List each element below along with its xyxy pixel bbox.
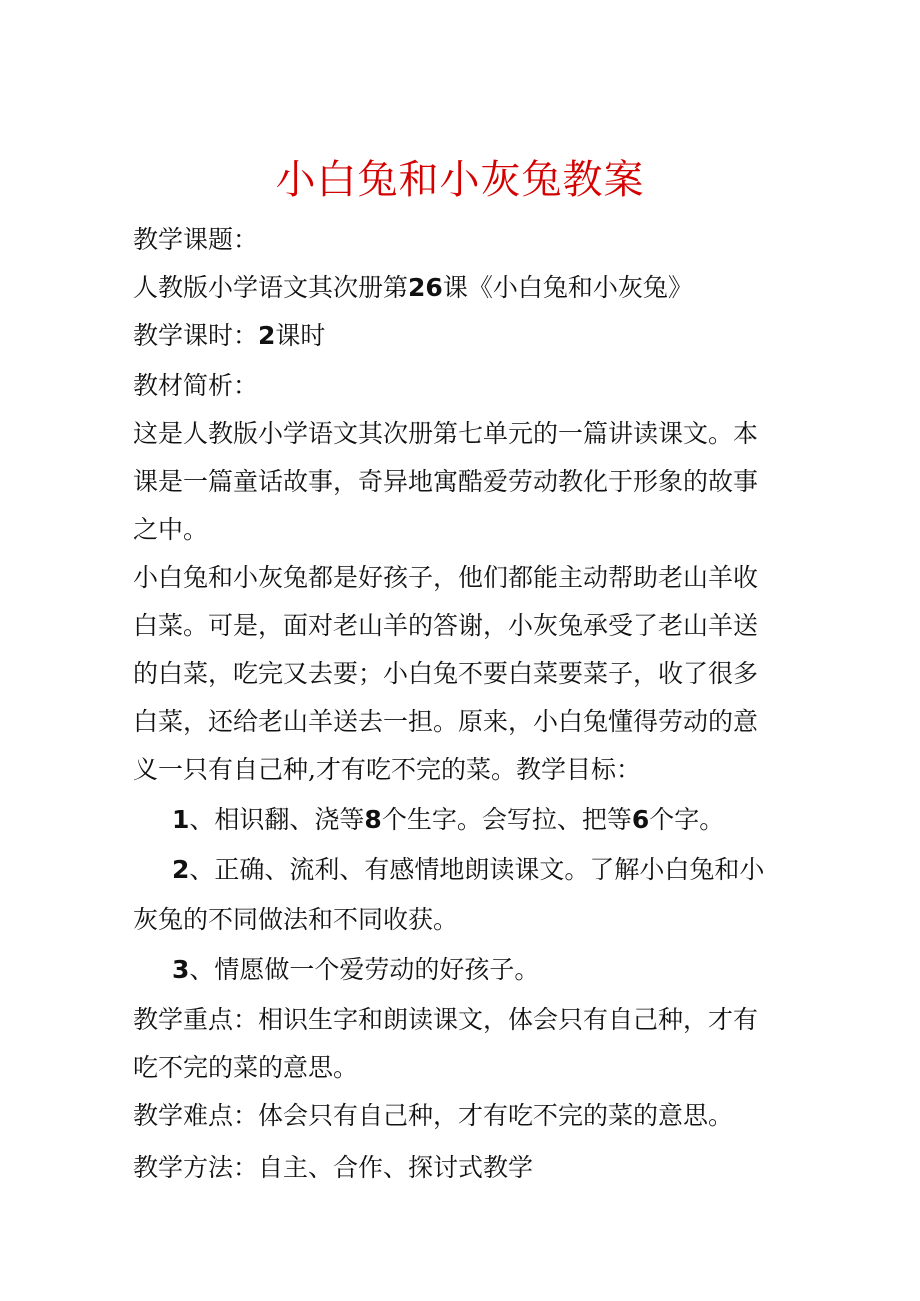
analysis-line: 这是人教版小学语文其次册第七单元的一篇讲读课文。本: [133, 419, 759, 448]
document-title: 小白兔和小灰兔教案: [275, 157, 645, 203]
story-line: 的白菜，吃完又去要；小白兔不要白菜要菜子，收了很多: [133, 659, 759, 688]
goal-item: 1、相识翻、浇等8个生字。会写拉、把等6个字。: [172, 805, 725, 834]
section-label-topic: 教学课题：: [133, 225, 259, 254]
story-line: 义一只有自己种,才有吃不完的菜。教学目标：: [133, 755, 641, 784]
section-label-analysis: 教材简析：: [133, 371, 259, 400]
story-line: 小白兔和小灰兔都是好孩子，他们都能主动帮助老山羊收: [133, 563, 759, 592]
goal-item: 3、情愿做一个爱劳动的好孩子。: [172, 955, 540, 984]
key-points-continued: 吃不完的菜的意思。: [133, 1053, 359, 1082]
class-hours: 教学课时：2课时: [133, 321, 326, 350]
goal-item: 2、正确、流利、有感情地朗读课文。了解小白兔和小: [172, 855, 765, 884]
story-line: 白菜。可是，面对老山羊的答谢，小灰兔承受了老山羊送: [133, 611, 759, 640]
story-line: 白菜，还给老山羊送去一担。原来，小白兔懂得劳动的意: [133, 707, 759, 736]
key-points: 教学重点：相识生字和朗读课文，体会只有自己种，才有: [133, 1005, 759, 1034]
analysis-line: 之中。: [133, 515, 209, 544]
topic-text: 人教版小学语文其次册第26课《小白兔和小灰兔》: [133, 273, 693, 302]
difficult-points: 教学难点：体会只有自己种，才有吃不完的菜的意思。: [133, 1101, 734, 1130]
goal-item-continued: 灰兔的不同做法和不同收获。: [133, 905, 459, 934]
analysis-line: 课是一篇童话故事，奇异地寓酷爱劳动教化于形象的故事: [133, 467, 759, 496]
teaching-methods: 教学方法：自主、合作、探讨式教学: [133, 1153, 534, 1182]
